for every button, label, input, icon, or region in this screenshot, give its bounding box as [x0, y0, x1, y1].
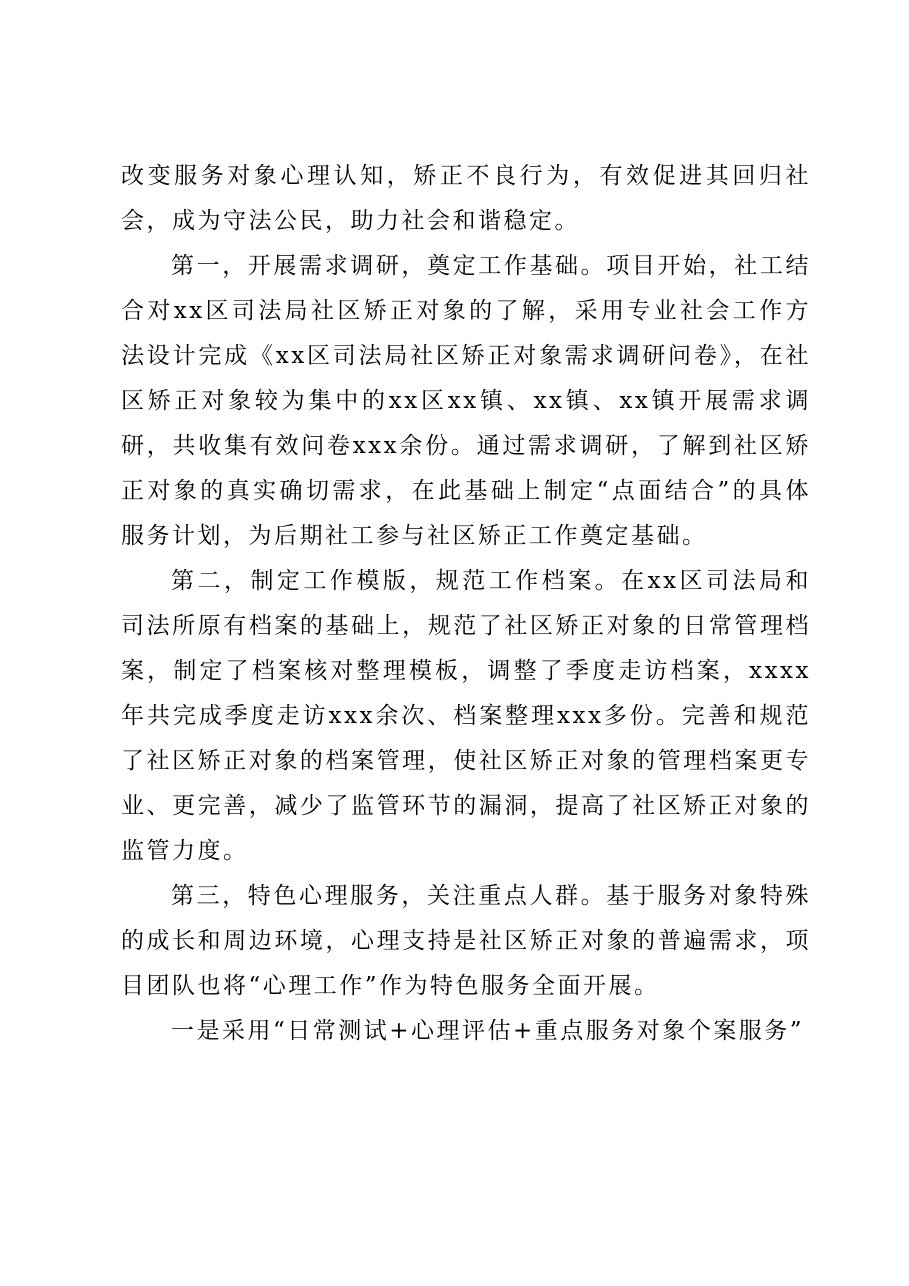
paragraph-continuation: 改变服务对象心理认知，矫正不良行为，有效促进其回归社会，成为守法公民，助力社会和谐稳定。 — [121, 163, 811, 234]
paragraph-needs-survey: 第一，开展需求调研，奠定工作基础。项目开始，社工结合对xx区司法局社区矫正对象的了解，采用专业社会工作方法设计完成《xx区司法局社区矫正对象需求调研问卷》，在社区矫正对象较为集中的xx区xx镇、xx镇、xx镇开展需求调研，共收集有效问卷xxx余份。通过需求调研，了解到社区矫正对象的真实确切需求，在此基础上制定“点面结合”的具体服务计划，为后期社工参与社区矫正工作奠定基础。 — [121, 253, 811, 549]
paragraph-daily-testing: 一是采用“日常测试+心理评估+重点服务对象个案服务” — [171, 1018, 805, 1044]
paragraph-work-template: 第二，制定工作模版，规范工作档案。在xx区司法局和司法所原有档案的基础上，规范了社区矫正对象的日常管理档案，制定了档案核对整理模板，调整了季度走访档案，xxxx年共完成季度走访xxx余次、档案整理xxx多份。完善和规范了社区矫正对象的档案管理，使社区矫正对象的管理档案更专业、更完善，减少了监管环节的漏洞，提高了社区矫正对象的监管力度。 — [121, 568, 811, 864]
paragraph-psychological-service: 第三，特色心理服务，关注重点人群。基于服务对象特殊的成长和周边环境，心理支持是社区矫正对象的普遍需求，项目团队也将“心理工作”作为特色服务全面开展。 — [121, 883, 811, 999]
document-body — [121, 154, 811, 1054]
